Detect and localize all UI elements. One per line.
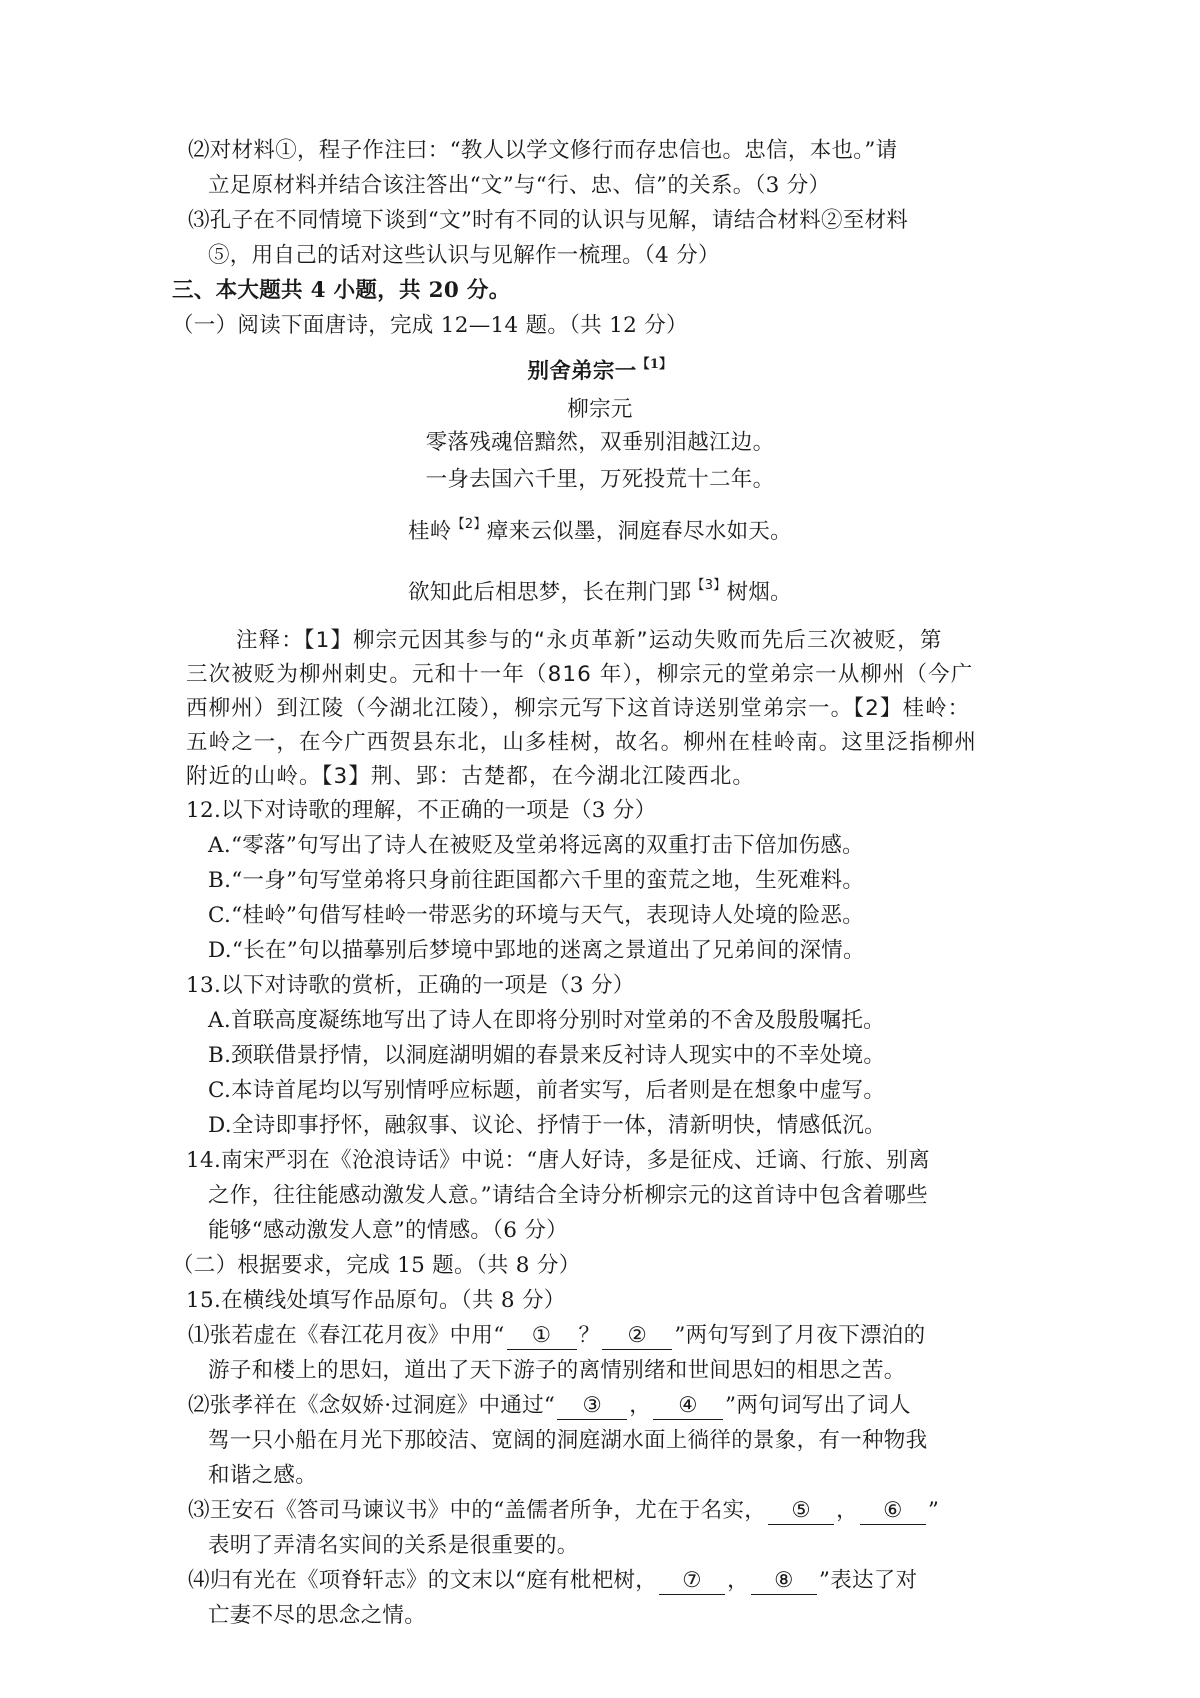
q12-option-a: A.“零落”句写出了诗人在被贬及堂弟将远离的双重打击下倍加伤感。 xyxy=(208,833,864,858)
q15-item-4-suffix: ”表达了对 xyxy=(818,1568,918,1593)
poem-line-2: 一身去国六千里，万死投荒十二年。 xyxy=(425,467,775,492)
q14-line-3: 能够“感动激发人意”的情感。（6 分） xyxy=(208,1218,568,1243)
part1-intro: （一）阅读下面唐诗，完成 12—14 题。（共 12 分） xyxy=(172,313,688,338)
notes-line-4: 五岭之一，在今广西贺县东北，山多桂树，故名。柳州在桂岭南。这里泛指柳州 xyxy=(186,730,978,755)
q11-sub3-line1: ⑶孔子在不同情境下谈到“文”时有不同的认识与见解，请结合材料②至材料 xyxy=(188,208,909,233)
q12-option-b: B.“一身”句写堂弟将只身前往距国都六千里的蛮荒之地，生死难料。 xyxy=(208,868,865,893)
poem-line-1: 零落残魂倍黯然，双垂别泪越江边。 xyxy=(425,430,775,455)
fill-blank-1[interactable]: ① xyxy=(507,1323,577,1350)
poem-title xyxy=(0,357,1200,387)
section-heading: 三、本大题共 4 小题，共 20 分。 xyxy=(172,278,511,303)
q15-item-2-line-1 xyxy=(188,1391,911,1421)
fill-blank-3[interactable]: ③ xyxy=(557,1393,627,1420)
poem-line-4-a: 欲知此后相思梦，长在荆门郢 xyxy=(408,580,692,605)
q15-item-4-sep: ， xyxy=(727,1568,749,1593)
poem-title-note: 【1】 xyxy=(636,356,673,372)
notes-line-5: 附近的山岭。【3】荆、郢：古楚都，在今湖北江陵西北。 xyxy=(186,764,756,789)
q15-item-4-prefix: ⑷归有光在《项脊轩志》的文末以“庭有枇杷树， xyxy=(188,1568,658,1593)
poem-line-3-note: 【2】 xyxy=(451,516,487,532)
q15-item-3-prefix: ⑶王安石《答司马谏议书》中的“盖儒者所争，尤在于名实， xyxy=(188,1498,767,1523)
q13-option-a: A.首联高度凝练地写出了诗人在即将分别时对堂弟的不舍及殷殷嘱托。 xyxy=(208,1008,885,1033)
q15-item-3-line-2: 表明了弄清名实间的关系是很重要的。 xyxy=(208,1533,579,1558)
part2-intro: （二）根据要求，完成 15 题。（共 8 分） xyxy=(172,1253,581,1278)
notes-line-2: 三次被贬为柳州刺史。元和十一年（816 年），柳宗元的堂弟宗一从柳州（今广 xyxy=(186,662,974,687)
q15-item-2-line-2: 驾一只小船在月光下那皎洁、宽阔的洞庭湖水面上徜徉的景象，有一种物我 xyxy=(208,1428,928,1453)
q15-item-2-line-3: 和谐之感。 xyxy=(208,1463,318,1488)
fill-blank-5[interactable]: ⑤ xyxy=(768,1498,834,1525)
q15-item-4-line-2: 亡妻不尽的思念之情。 xyxy=(208,1603,427,1628)
q13-option-d: D.全诗即事抒怀，融叙事、议论、抒情于一体，清新明快，情感低沉。 xyxy=(208,1113,886,1138)
q12-option-d: D.“长在”句以描摹别后梦境中郢地的迷离之景道出了兄弟间的深情。 xyxy=(208,938,865,963)
q15-item-3-suffix: ” xyxy=(927,1498,940,1523)
q12-stem: 12.以下对诗歌的理解，不正确的一项是（3 分） xyxy=(186,798,657,823)
q11-sub2-line2: 立足原材料并结合该注答出“文”与“行、忠、信”的关系。（3 分） xyxy=(208,173,831,198)
q15-item-2-suffix: ”两句词写出了词人 xyxy=(725,1393,911,1418)
fill-blank-4[interactable]: ④ xyxy=(653,1393,723,1420)
poem-title-text: 别舍弟宗一 xyxy=(527,359,637,384)
q15-item-1-prefix: ⑴张若虚在《春江花月夜》中用“ xyxy=(188,1323,505,1348)
q15-item-3-sep: ， xyxy=(836,1498,858,1523)
q15-stem: 15.在横线处填写作品原句。（共 8 分） xyxy=(186,1288,566,1313)
q15-item-1-suffix: ”两句写到了月夜下漂泊的 xyxy=(674,1323,926,1348)
poem-author: 柳宗元 xyxy=(567,397,633,422)
q15-item-2-prefix: ⑵张孝祥在《念奴娇·过洞庭》中通过“ xyxy=(188,1393,556,1418)
fill-blank-6[interactable]: ⑥ xyxy=(860,1498,926,1525)
q15-item-1-line-1 xyxy=(188,1321,925,1351)
notes-line-3: 西柳州）到江陵（今湖北江陵），柳宗元写下这首诗送别堂弟宗一。【2】桂岭： xyxy=(186,696,971,721)
q15-item-2-sep: ， xyxy=(629,1393,652,1418)
q15-item-1-sep: ？ xyxy=(578,1323,601,1348)
q15-item-3-line-1 xyxy=(188,1496,939,1526)
fill-blank-7[interactable]: ⑦ xyxy=(659,1568,725,1595)
notes-line-1: 注释：【1】柳宗元因其参与的“永贞革新”运动失败而先后三次被贬，第 xyxy=(236,628,943,653)
poem-line-3 xyxy=(0,517,1200,547)
q13-option-b: B.颈联借景抒情，以洞庭湖明媚的春景来反衬诗人现实中的不幸处境。 xyxy=(208,1043,886,1068)
fill-blank-2[interactable]: ② xyxy=(602,1323,672,1350)
q11-sub2-line1: ⑵对材料①，程子作注曰：“教人以学文修行而存忠信也。忠信，本也。”请 xyxy=(188,138,898,163)
q12-option-c: C.“桂岭”句借写桂岭一带恶劣的环境与天气，表现诗人处境的险恶。 xyxy=(208,903,865,928)
poem-line-4 xyxy=(0,578,1200,608)
q13-option-c: C.本诗首尾均以写别情呼应标题，前者实写，后者则是在想象中虚写。 xyxy=(208,1078,886,1103)
fill-blank-8[interactable]: ⑧ xyxy=(751,1568,817,1595)
q15-item-1-line-2: 游子和楼上的思妇，道出了天下游子的离情别绪和世间思妇的相思之苦。 xyxy=(208,1358,906,1383)
q15-item-4-line-1 xyxy=(188,1566,917,1596)
poem-line-3-b: 瘴来云似墨，洞庭春尽水如天。 xyxy=(486,519,792,544)
q13-stem: 13.以下对诗歌的赏析，正确的一项是（3 分） xyxy=(186,973,635,998)
q11-sub3-line2: ⑤，用自己的话对这些认识与见解作一梳理。（4 分） xyxy=(208,243,720,268)
poem-line-3-a: 桂岭 xyxy=(408,519,452,544)
poem-line-4-b: 树烟。 xyxy=(726,580,792,605)
q14-line-2: 之作，往往能感动激发人意。”请结合全诗分析柳宗元的这首诗中包含着哪些 xyxy=(208,1183,928,1208)
q14-line-1: 14.南宋严羽在《沧浪诗话》中说：“唐人好诗，多是征戍、迁谪、行旅、别离 xyxy=(186,1148,930,1173)
poem-line-4-note: 【3】 xyxy=(691,577,727,593)
